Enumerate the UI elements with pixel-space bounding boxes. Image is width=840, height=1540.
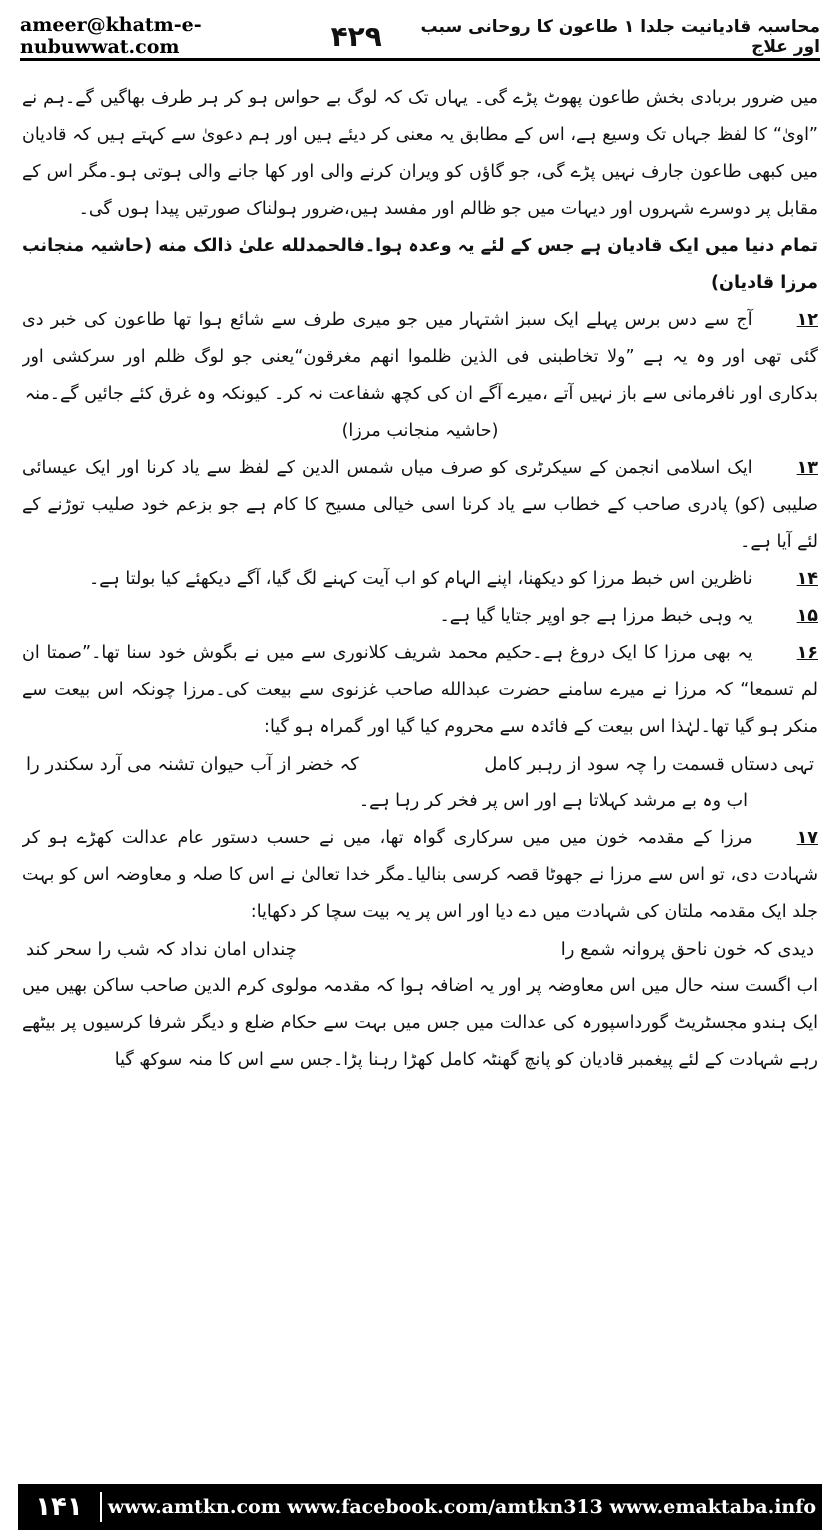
page-body (22, 80, 818, 1458)
verse-line: چنداں امان نداد کہ شب را سحر کند (26, 939, 297, 960)
footnote-16 (22, 635, 818, 746)
footnote-number: ۱۶ (796, 643, 818, 663)
footnote-15 (22, 598, 818, 635)
footnote-text: مرزا کے مقدمہ خون میں میں سرکاری گواہ تھا، میں نے حسب دستور عام عدالت کھڑے ہو کر شہادت دی، تو اس سے مرزا نے جھوٹا قصہ کرسی بنالیا۔مگر خدا تعالیٰ نے اس کا صلہ و معاوضہ اس کو بہت جلد ایک مقدمہ ملتان کی شہادت میں دے دیا اور اس پر یہ بیت سچا کر دکھایا: (22, 828, 818, 922)
footnote-number: ۱۷ (796, 828, 818, 848)
footnote-text: یہ وہی خبط مرزا ہے جو اوپر جتایا گیا ہے۔ (439, 606, 753, 626)
footnote-12 (22, 302, 818, 413)
paragraph-intro: میں ضرور بربادی بخش طاعون پھوٹ پڑے گی۔ یہاں تک کہ لوگ بے حواس ہو کر ہر طرف بھاگیں گے۔ہم نے ”اویٰ“ کا لفظ جہاں تک وسیع ہے، اس کے مطابق یہ معنی کر دیئے ہیں اور ہم دعویٰ سے کہتے ہیں کہ قادیان میں کبھی طاعون جارف نہیں پڑے گی، جو گاؤں کو ویران کرنے والی اور کھا جانے والی ہوتی ہو۔مگر اس کے مقابل پر دوسرے شہروں اور دیہات میں جو ظالم اور مفسد ہیں،ضرور ہولناک صورتیں پیدا ہوں گی۔ (22, 88, 818, 219)
footnote-text: آج سے دس برس پہلے ایک سبز اشتہار میں جو میری طرف سے شائع ہوا تھا طاعون کی خبر دی گئی تھی اور وہ یہ ہے ”ولا تخاطبنی فی الذین ظلموا انهم مغرقون“یعنی جو لوگ ظلم اور سرکشی اور بدکاری اور نافرمانی سے باز نہیں آتے ،میرے آگے ان کی کچھ شفاعت نہ کر۔ کیونکہ وہ غرق کئے جائیں گے۔منہ (22, 310, 818, 404)
header-email: ameer@khatm-e-nubuwwat.com (20, 14, 202, 58)
footnote-number: ۱۲ (796, 310, 818, 330)
verse-couplet-2 (22, 931, 818, 968)
footnote-text: یہ بھی مرزا کا ایک دروغ ہے۔حکیم محمد شریف کلانوری سے میں نے بگوش خود سنا تھا۔”صمتا ان لم تسمعا“ کہ مرزا نے میرے سامنے حضرت عبدالله صاحب غزنوی سے بیعت کی۔مرزا چونکہ اس بیعت سے منکر ہو گیا تھا۔لہٰذا اس بیعت کے فائدہ سے محروم کیا گیا اور گمراہ ہو گیا: (22, 643, 818, 737)
verse-line: کہ خضر از آب حیوان تشنہ می آرد سکندر را (26, 754, 359, 775)
header-title-group (331, 16, 820, 57)
header-title: محاسبہ قادیانیت جلدا ۱ طاعون کا روحانی سبب اور علاج (420, 16, 820, 57)
page-footer (18, 1484, 822, 1530)
footnote-text: ناظرین اس خبط مرزا کو دیکھنا، اپنے الہام کو اب آیت کہنے لگ گیا، آگے دیکھئے کیا بولتا ہے۔ (89, 569, 753, 589)
footnote-14 (22, 561, 818, 598)
footnote-17 (22, 820, 818, 931)
paragraph-footnote-note: تمام دنیا میں ایک قادیان ہے جس کے لئے یہ وعدہ ہوا۔فالحمدلله علیٰ ذالک منه (حاشیہ منجانب مرزا قادیان) (22, 236, 818, 293)
page-header (20, 14, 820, 61)
paragraph-after-verse-1: اب وہ بے مرشد کہلاتا ہے اور اس پر فخر کر رہا ہے۔ (358, 791, 748, 811)
paragraph-after-verse-2: اب اگست سنہ حال میں اس معاوضہ پر اور یہ اضافہ ہوا کہ مقدمہ مولوی کرم الدین صاحب ساکن بھیں میں ایک ہندو مجسٹریٹ گورداسپورہ کی عدالت میں جس میں بہت سے حکام ضلع و دیگر شرفا کرسیوں پر بیٹھے رہے شہادت کے لئے پیغمبر قادیان کو پانچ گھنٹہ کامل کھڑا رہنا پڑا۔جس سے اس کا منہ سوکھ گیا (22, 976, 818, 1070)
footnote-number: ۱۵ (796, 606, 818, 626)
footnote-number: ۱۳ (796, 458, 818, 478)
verse-line: تہی دستاں قسمت را چہ سود از رہبر کامل (484, 754, 814, 775)
footnote-13 (22, 450, 818, 561)
header-page-number: ۴۲۹ (330, 19, 382, 53)
footnote-number: ۱۴ (796, 569, 818, 589)
footnote-text: ایک اسلامی انجمن کے سیکرٹری کو صرف میاں شمس الدین کے لفظ سے یاد کرنا اور ایک عیسائی صلیبی (کو) پادری صاحب کے خطاب سے یاد کرنا اسی خیالی مسیح کا کام ہے جو بزعم خود صلیب توڑنے کے لئے آیا ہے۔ (22, 458, 818, 552)
footer-page-number: ۱۴۱ (18, 1492, 102, 1522)
verse-couplet-1 (22, 746, 818, 783)
footnote-12-attribution: (حاشیہ منجانب مرزا) (341, 421, 499, 441)
verse-line: دیدی کہ خون ناحق پروانہ شمع را (560, 939, 814, 960)
footer-links: www.amtkn.com www.facebook.com/amtkn313 www.emaktaba.info (107, 1496, 817, 1518)
